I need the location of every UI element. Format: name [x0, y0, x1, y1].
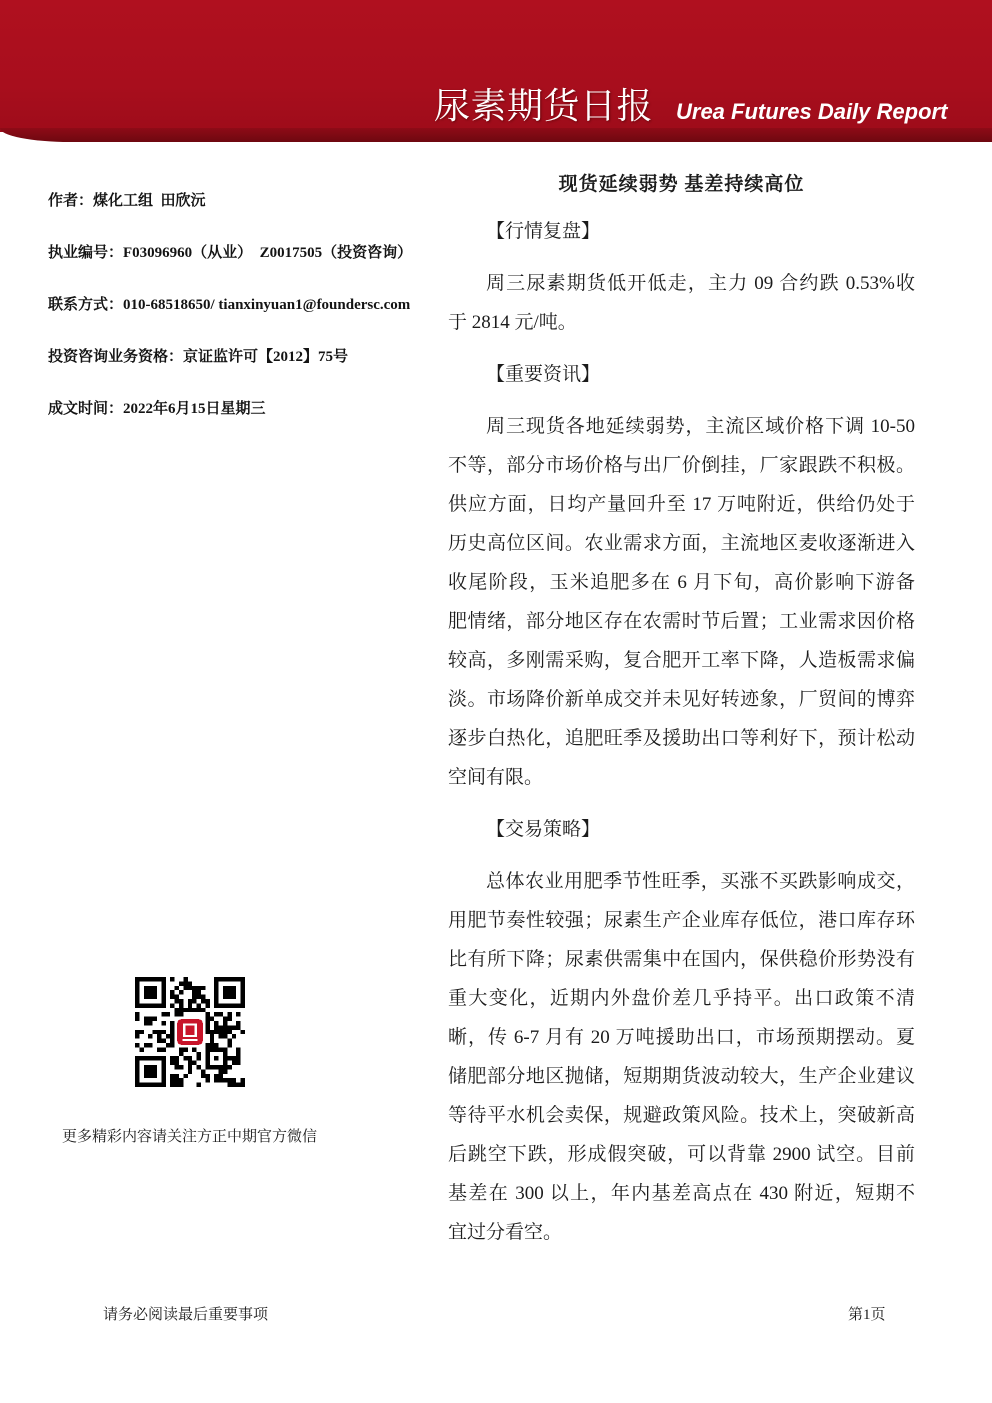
section-trading-strategy [448, 810, 915, 1252]
wechat-qr-code [135, 977, 245, 1087]
paragraph-line: 储肥部分地区抛储，短期期货波动较大，生产企业建议 [448, 1066, 915, 1087]
report-title-english: Urea Futures Daily Report [676, 99, 948, 124]
paragraph-line: 淡。市场降价新单成交并未见好转迹象，厂贸间的博弈 [448, 689, 915, 710]
paragraph-line: 逐步白热化，追肥旺季及援助出口等利好下，预计松动 [448, 728, 915, 749]
paragraph-line: 宜过分看空。 [448, 1222, 563, 1243]
date-line: 成文时间：2022年6月15日星期三 [48, 401, 266, 417]
paragraph-line: 收尾阶段，玉米追肥多在 6 月下旬，高价影响下游备 [448, 572, 915, 593]
section-paragraph [448, 862, 915, 1252]
section-key-news [448, 355, 915, 797]
qr-finder-bottom-left [135, 1056, 166, 1087]
paragraph-line: 周三现货各地延续弱势，主流区域价格下调 10-50 [486, 416, 915, 437]
section-heading: 【交易策略】 [486, 819, 601, 840]
license-number-line: 执业编号：F03096960（从业） Z0017505（投资咨询） [48, 245, 413, 261]
article [448, 165, 915, 1252]
paragraph-line: 于 2814 元/吨。 [448, 312, 577, 333]
author-line: 作者：煤化工组 田欣沅 [48, 193, 206, 209]
qr-finder-center [223, 986, 236, 999]
paragraph-line: 晰，传 6-7 月有 20 万吨援助出口，市场预期摆动。夏 [448, 1027, 915, 1048]
paragraph-line: 等待平水机会卖保，规避政策风险。技术上，突破新高 [448, 1105, 915, 1126]
qr-alignment-pattern [205, 1047, 227, 1069]
paragraph-line: 用肥节奏性较强；尿素生产企业库存低位，港口库存环 [448, 910, 915, 931]
paragraph-line: 肥情绪，部分地区存在农需时节后置；工业需求因价格 [448, 611, 915, 632]
paragraph-line: 较高，多刚需采购，复合肥开工率下降，人造板需求偏 [448, 650, 915, 671]
paragraph-line: 周三尿素期货低开低走，主力 09 合约跌 0.53%收 [486, 273, 915, 294]
paragraph-line: 供应方面，日均产量回升至 17 万吨附近，供给仍处于 [448, 494, 915, 515]
section-paragraph [448, 264, 915, 342]
qr-caption: 更多精彩内容请关注方正中期官方微信 [62, 1129, 318, 1145]
qr-logo-caption-bar [183, 1039, 198, 1041]
section-heading: 【重要资讯】 [486, 364, 601, 385]
author-info-panel [48, 175, 440, 435]
page-number: 第1页 [848, 1307, 886, 1323]
section-heading: 【行情复盘】 [486, 221, 601, 242]
banner-bottom-edge [0, 128, 992, 142]
qualification-line: 投资咨询业务资格：京证监许可【2012】75号 [48, 349, 349, 365]
article-title: 现货延续弱势 基差持续高位 [558, 174, 805, 195]
qr-center-logo [175, 1017, 206, 1048]
qr-code-image [135, 977, 245, 1087]
disclaimer-notice: 请务必阅读最后重要事项 [103, 1307, 269, 1323]
qr-finder-top-left [135, 977, 166, 1008]
qr-finder-top-right [214, 977, 245, 1008]
paragraph-line: 历史高位区间。农业需求方面，主流地区麦收逐渐进入 [448, 533, 915, 554]
report-title-chinese: 尿素期货日报 [434, 86, 654, 127]
paragraph-line: 后跳空下跌，形成假突破，可以背靠 2900 试空。目前 [448, 1144, 915, 1165]
contact-line: 联系方式：010-68518650/ tianxinyuan1@foundersc.com [48, 297, 411, 313]
qr-alignment-center [214, 1056, 218, 1060]
section-paragraph [448, 407, 915, 797]
section-market-review [448, 212, 915, 342]
qr-finder-center [144, 986, 157, 999]
paragraph-line: 比有所下降；尿素供需集中在国内，保供稳价形势没有 [448, 949, 915, 970]
qr-finder-center [144, 1065, 157, 1078]
paragraph-line: 不等，部分市场价格与出厂价倒挂，厂家跟跌不积极。 [448, 455, 915, 476]
paragraph-line: 空间有限。 [448, 767, 544, 788]
paragraph-line: 重大变化，近期内外盘价差几乎持平。出口政策不清 [448, 988, 915, 1009]
paragraph-line: 基差在 300 以上，年内基差高点在 430 附近，短期不 [448, 1183, 915, 1204]
paragraph-line: 总体农业用肥季节性旺季，买涨不买跌影响成交， [486, 871, 915, 892]
